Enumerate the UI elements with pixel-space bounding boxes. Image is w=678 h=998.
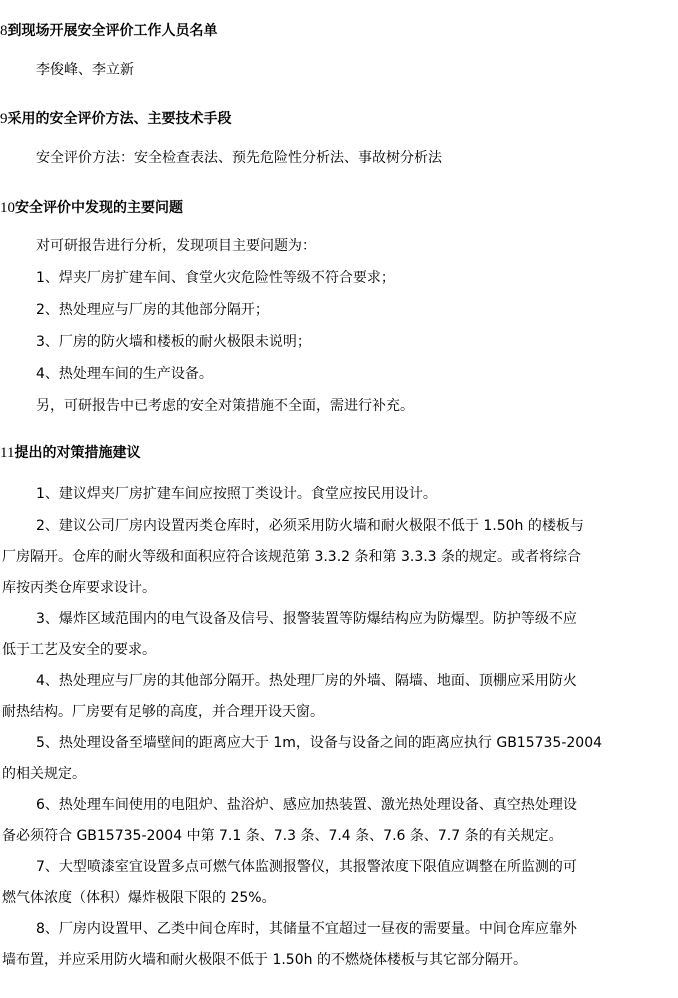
section-10-number: 10 [0, 200, 15, 216]
section-11-line: 备必须符合 GB15735-2004 中第 7.1 条、7.3 条、7.4 条、7.6 条、7.7 条的有关规定。 [2, 828, 563, 844]
section-11-heading [0, 442, 678, 463]
section-11-line: 4、热处理应与厂房的其他部分隔开。热处理厂房的外墙、隔墙、地面、顶棚应采用防火 [36, 673, 577, 689]
section-10-line: 4、热处理车间的生产设备。 [36, 366, 213, 382]
section-8-title: 到现场开展安全评价工作人员名单 [7, 23, 218, 39]
section-10-line: 1、焊夹厂房扩建车间、食堂火灾危险性等级不符合要求； [36, 270, 395, 286]
section-8-heading [0, 20, 678, 41]
section-9-body: 安全评价方法：安全检查表法、预先危险性分析法、事故树分析法 [36, 150, 442, 166]
section-10-line: 对可研报告进行分析，发现项目主要问题为： [36, 238, 316, 254]
section-11-line: 1、建议焊夹厂房扩建车间应按照丁类设计。食堂应按民用设计。 [36, 486, 437, 502]
section-11-title: 提出的对策措施建议 [14, 445, 141, 461]
section-8-number: 8 [0, 23, 8, 39]
section-8-body: 李俊峰、李立新 [36, 62, 134, 78]
section-11-line: 燃气体浓度（体积）爆炸极限下限的 25%。 [2, 890, 276, 906]
section-11-number: 11 [0, 445, 15, 461]
section-10-line: 3、厂房的防火墙和楼板的耐火极限未说明； [36, 334, 311, 350]
section-11-line: 厂房隔开。仓库的耐火等级和面积应符合该规范第 3.3.2 条和第 3.3.3 条的规定。或者将综合 [2, 549, 582, 565]
section-11-line: 6、热处理车间使用的电阻炉、盐浴炉、感应加热装置、激光热处理设备、真空热处理设 [36, 797, 577, 813]
section-10-line: 另，可研报告中已考虑的安全对策措施不全面，需进行补充。 [36, 398, 414, 414]
section-11-line: 的相关规定。 [2, 766, 86, 782]
section-10-title: 安全评价中发现的主要问题 [15, 200, 183, 216]
section-11-line: 5、热处理设备至墙壁间的距离应大于 1m，设备与设备之间的距离应执行 GB15735-2004 [36, 735, 603, 751]
section-11-line: 3、爆炸区域范围内的电气设备及信号、报警装置等防爆结构应为防爆型。防护等级不应 [36, 611, 577, 627]
section-11-line: 墙布置，并应采用防火墙和耐火极限不低于 1.50h 的不燃烧体楼板与其它部分隔开。 [2, 952, 527, 968]
section-9-heading [0, 108, 678, 129]
section-11-line: 库按丙类仓库要求设计。 [2, 580, 156, 596]
section-11-line: 2、建议公司厂房内设置丙类仓库时，必须采用防火墙和耐火极限不低于 1.50h 的楼板与 [36, 518, 584, 534]
section-11-line: 耐热结构。厂房要有足够的高度，并合理开设天窗。 [2, 704, 324, 720]
section-11-line: 低于工艺及安全的要求。 [2, 642, 156, 658]
section-9-number: 9 [0, 111, 8, 127]
section-11-line: 7、大型喷漆室宜设置多点可燃气体监测报警仪，其报警浓度下限值应调整在所监测的可 [36, 859, 577, 875]
section-9-title: 采用的安全评价方法、主要技术手段 [7, 111, 232, 127]
section-10-heading [0, 197, 678, 218]
section-10-line: 2、热处理应与厂房的其他部分隔开； [36, 302, 269, 318]
section-11-line: 8、厂房内设置甲、乙类中间仓库时，其储量不宜超过一昼夜的需要量。中间仓库应靠外 [36, 921, 577, 937]
